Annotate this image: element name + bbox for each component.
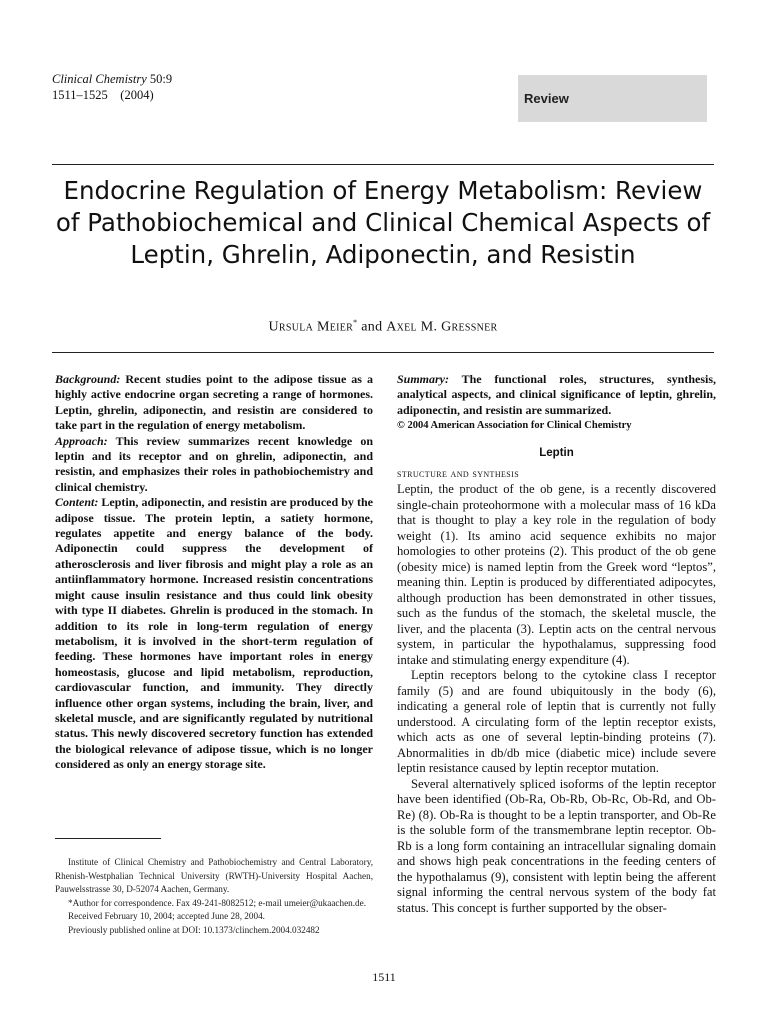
abstract-label: Content:	[55, 495, 99, 510]
article-title: Endocrine Regulation of Energy Metabolism: Review of Pathobiochemical and Clinical Chemical Aspects of Leptin, Ghrelin, Adiponectin, and Resistin	[55, 176, 711, 269]
footnote-rule	[55, 838, 161, 839]
volume-issue: 50:9	[149, 72, 173, 86]
affiliation-footnote: Institute of Clinical Chemistry and Pathobiochemistry and Central Laboratory, Rhenish-Westphalian Technical University (RWTH)-University Hospital Aachen, Pauwelsstrasse 30, D-52074 Aachen, Germany.	[55, 857, 373, 894]
subsection-heading: structure and synthesis	[397, 468, 520, 481]
abstract-text: Leptin, adiponectin, and resistin are produced by the adipose tissue. The protein leptin, a satiety hormone, regulates appetite and energy balance of the body. Adiponectin could suppress the development of atherosclerosis and liver fibrosis and might play a role as an antiinflammatory hormone. Increased resistin concentrations might cause insulin resistance and thus could link obesity with type II diabetes. Ghrelin is produced in the stomach. In addition to its role in long-term regulation of energy metabolism, it is involved in the short-term regulation of feeding. These hormones have important roles in energy homeostasis, glucose and lipid metabolism, reproduction, cardiovascular function, and immunity. They directly influence other organ systems, including the brain, liver, and skeletal muscle, and are significantly regulated by nutritional status. This newly discovered secretory function has extended the biological relevance of adipose tissue, which is no longer considered as only an energy storage site.	[55, 495, 373, 772]
journal-name: Clinical Chemistry	[52, 72, 147, 86]
author-2: Axel M. Gressner	[386, 319, 498, 335]
author-1: Ursula Meier	[268, 319, 354, 335]
right-column	[397, 372, 716, 916]
header-rule	[52, 352, 714, 353]
abstract-approach	[55, 434, 373, 496]
author-line	[52, 318, 714, 336]
abstract-background	[55, 372, 373, 434]
abstract-text: This review summarizes recent knowledge on leptin and its receptor and on ghrelin, adiponectin, and resistin, and emphasizes their roles in pathobiochemistry and clinical chemistry.	[55, 433, 373, 494]
summary	[397, 372, 716, 418]
top-rule	[52, 164, 714, 165]
journal-citation	[52, 71, 172, 103]
body-paragraph: Several alternatively spliced isoforms of the leptin receptor have been identified (Ob-Ra, Ob-Rb, Ob-Rc, Ob-Rd, and Ob-Re) (8). Ob-Ra is thought to be a leptin transporter, and Ob-Re is the soluble form of the transmembrane leptin receptor. Ob-Rb is a long form containing an intracellular signaling domain and shows high peak concentrations in the feeding centers of the hypothalamus (9), consistent with leptin being the afferent signal informing the central nervous system of the body fat status. This concept is further supported by the obser-	[397, 776, 716, 915]
footnotes	[55, 856, 373, 937]
section-label: Review	[524, 91, 569, 106]
abstract-label: Approach:	[55, 433, 108, 448]
body-paragraph: Leptin receptors belong to the cytokine class I receptor family (5) and are found ubiquitously in the body (6), indicating a general role of leptin that is currently not fully understood. A circulating form of the leptin receptor exists, which acts as one of several leptin-binding proteins (7). Abnormalities in db/db mice (diabetic mice) include severe leptin resistance caused by leptin receptor mutation.	[397, 668, 716, 776]
abstract-label: Background:	[55, 372, 121, 386]
summary-text: The functional roles, structures, synthesis, analytical aspects, and clinical significance of leptin, ghrelin, adiponectin, and resistin are summarized.	[397, 372, 716, 417]
summary-label: Summary:	[397, 372, 450, 386]
pages-year: 1511–1525 (2004)	[52, 88, 154, 102]
abstract	[55, 372, 373, 773]
author-conjunction: and	[361, 319, 383, 335]
body-paragraph: Leptin, the product of the ob gene, is a recently discovered single-chain proteohormone with a molecular mass of 16 kDa that is thought to play a key role in the regulation of body weight (1). Its amino acid sequence exhibits no major homologies to other proteins (2). This product of the ob gene (obesity mice) is named leptin from the Greek word “leptos”, meaning thin. Leptin is produced by differentiated adipocytes, although production has been demonstrated in other tissues, such as the fundus of the stomach, the skeletal muscle, the liver, and the placenta (3). Leptin acts on the central nervous system, in particular the hypothalamus, suppressing food intake and stimulating energy expenditure (4).	[397, 482, 716, 667]
section-label-box	[518, 75, 707, 122]
section-heading: Leptin	[539, 446, 574, 459]
abstract-content	[55, 495, 373, 772]
doi-footnote: Previously published online at DOI: 10.1373/clinchem.2004.032482	[68, 924, 320, 935]
received-footnote: Received February 10, 2004; accepted June 28, 2004.	[68, 911, 265, 921]
abstract-text: Recent studies point to the adipose tissue as a highly active endocrine organ secreting a range of hormones. Leptin, ghrelin, adiponectin, and resistin are considered to take part in the regulation of energy metabolism.	[55, 372, 374, 433]
page-number: 1511	[372, 970, 396, 984]
corresponding-mark: *	[353, 318, 358, 327]
copyright: © 2004 American Association for Clinical Chemistry	[397, 420, 632, 432]
correspondence-footnote: *Author for correspondence. Fax 49-241-8082512; e-mail umeier@ukaachen.de.	[68, 897, 367, 908]
